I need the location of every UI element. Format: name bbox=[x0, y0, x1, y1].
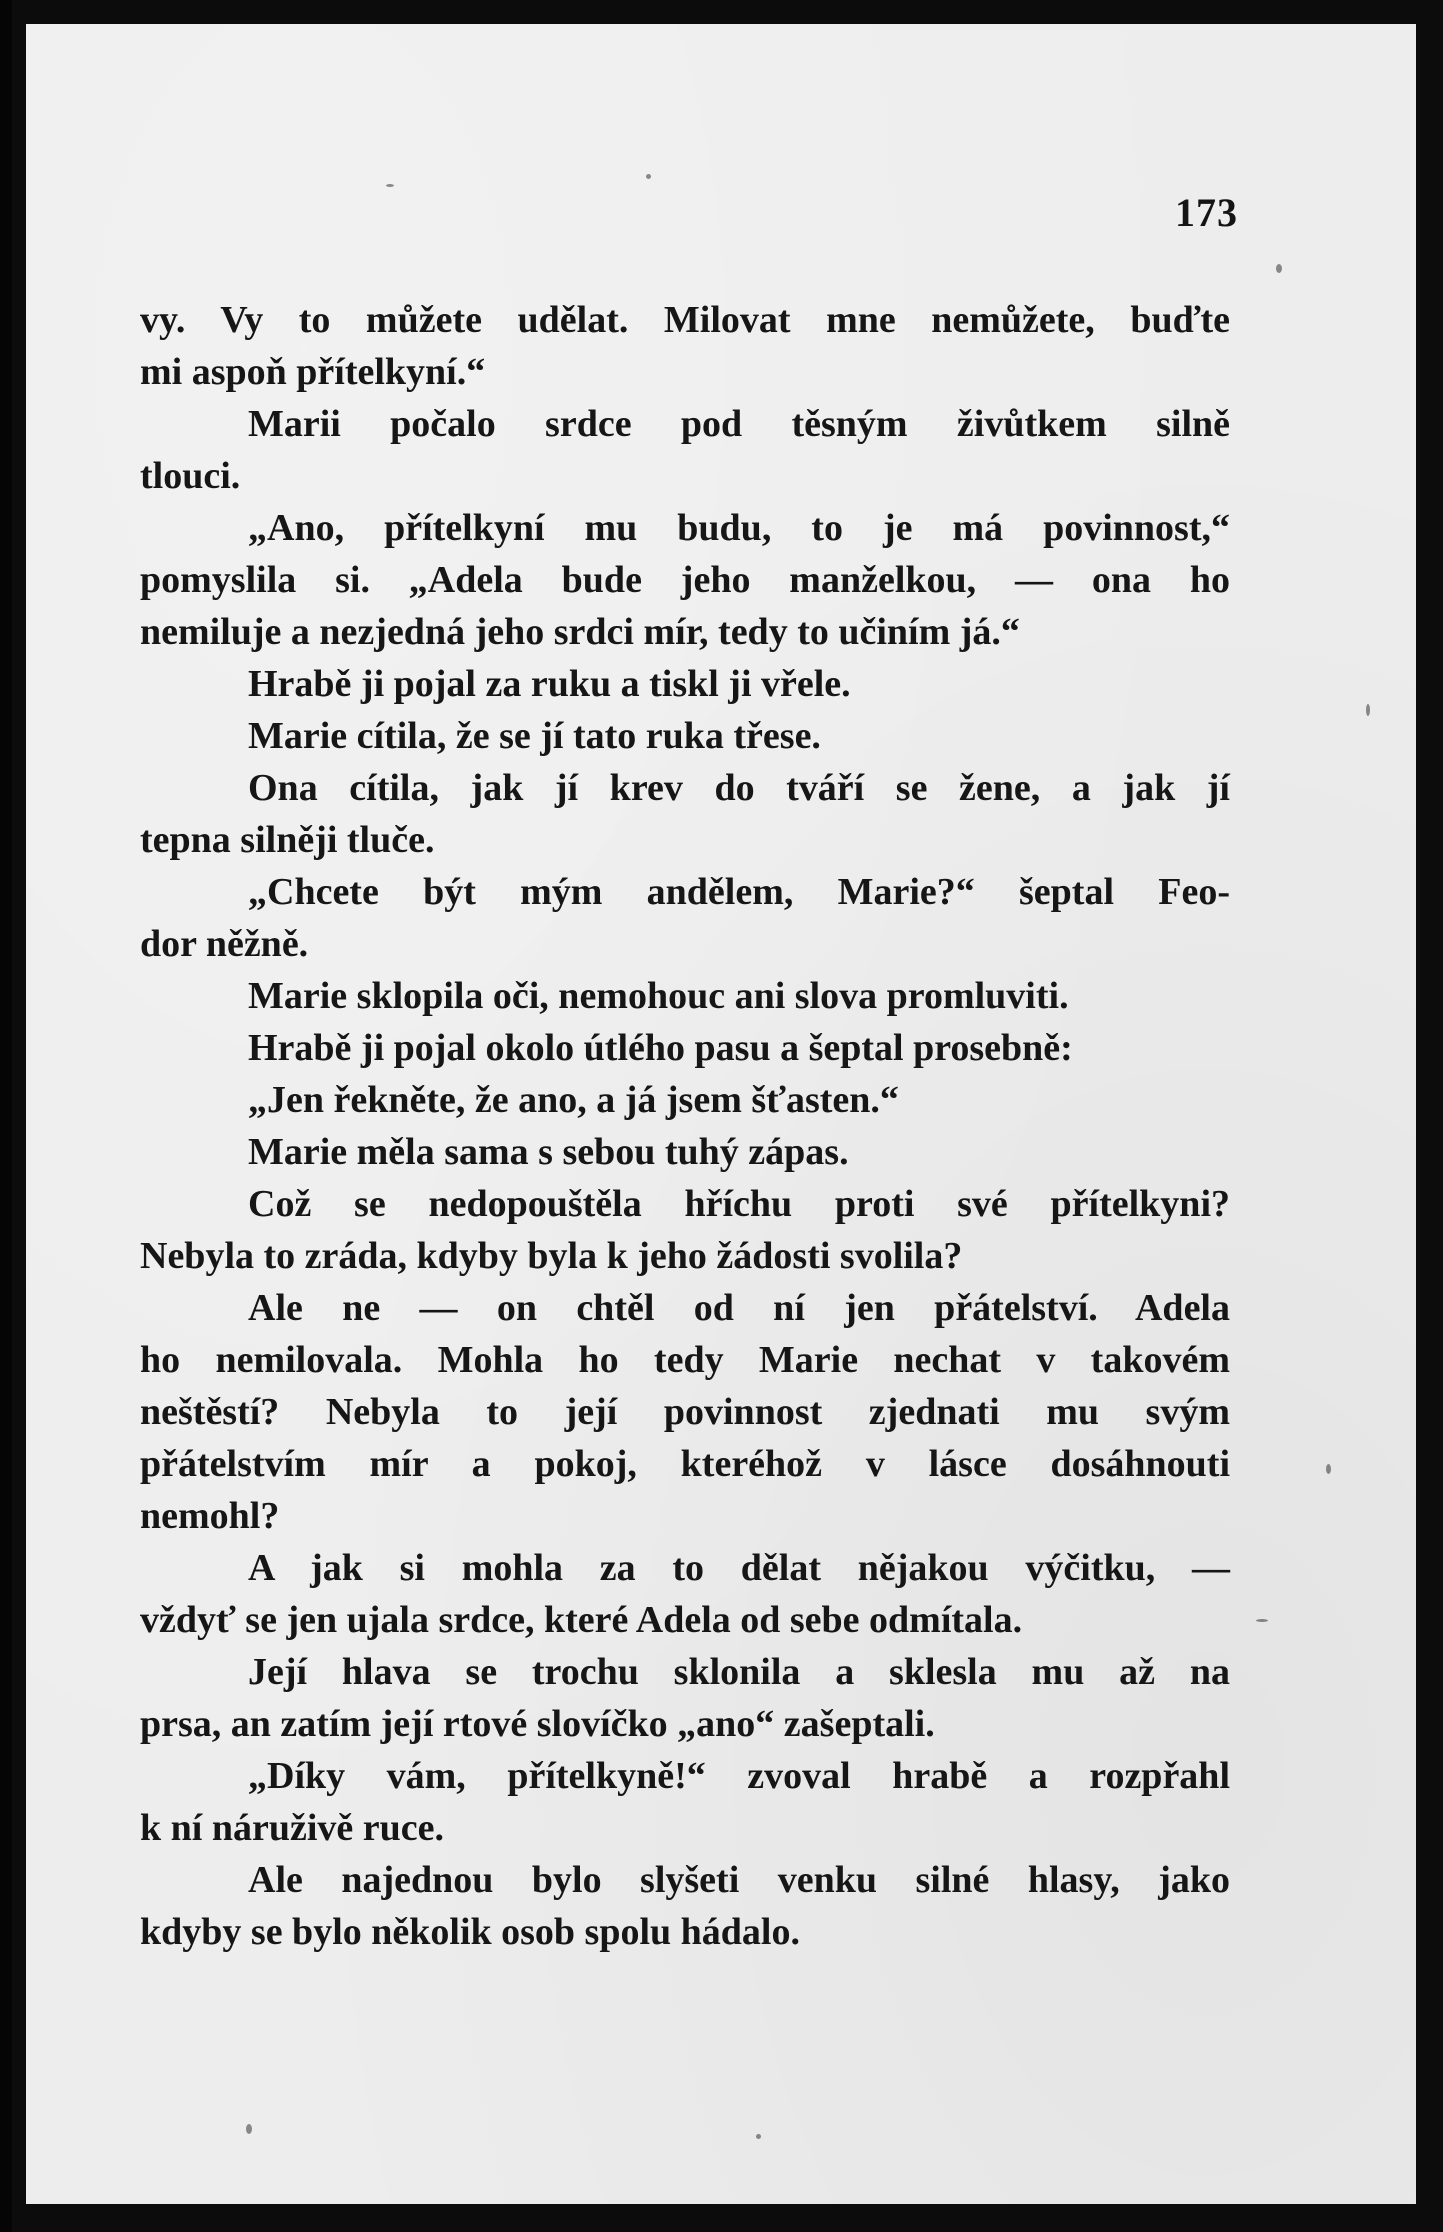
text-line: neštěstí? Nebyla to její povinnost zjednati mu svým bbox=[140, 1391, 1230, 1433]
text-line: ho nemilovala. Mohla ho tedy Marie nechat v takovém bbox=[140, 1339, 1230, 1381]
text-line: vy. Vy to můžete udělat. Milovat mne nemůžete, buďte bbox=[140, 299, 1230, 341]
paper-speck bbox=[646, 174, 651, 179]
paper-speck bbox=[386, 184, 394, 187]
text-line: Ona cítila, jak jí krev do tváří se žene, a jak jí bbox=[248, 767, 1230, 809]
text-line: Ale najednou bylo slyšeti venku silné hlasy, jako bbox=[248, 1859, 1230, 1901]
text-line: vždyť se jen ujala srdce, které Adela od sebe odmítala. bbox=[140, 1599, 1023, 1641]
text-line: kdyby se bylo několik osob spolu hádalo. bbox=[140, 1911, 800, 1953]
text-line: Marie sklopila oči, nemohouc ani slova promluviti. bbox=[248, 975, 1069, 1017]
page-number: 173 bbox=[1175, 190, 1238, 235]
paper-speck bbox=[1256, 1619, 1268, 1622]
text-line: „Díky vám, přítelkyně!“ zvoval hrabě a rozpřahl bbox=[248, 1755, 1230, 1797]
text-line: pomyslila si. „Adela bude jeho manželkou, — ona ho bbox=[140, 559, 1230, 601]
text-line: Ale ne — on chtěl od ní jen přátelství. Adela bbox=[248, 1287, 1230, 1329]
text-line: Hrabě ji pojal za ruku a tiskl ji vřele. bbox=[248, 663, 851, 705]
text-line: Nebyla to zráda, kdyby byla k jeho žádosti svolila? bbox=[140, 1235, 963, 1277]
text-line: tepna silněji tluče. bbox=[140, 819, 435, 861]
text-line: „Ano, přítelkyní mu budu, to je má povinnost,“ bbox=[248, 507, 1230, 549]
paper-speck bbox=[1276, 264, 1282, 273]
text-line: nemiluje a nezjedná jeho srdci mír, tedy to učiním já.“ bbox=[140, 611, 1020, 653]
text-line: nemohl? bbox=[140, 1495, 280, 1537]
binding-edge bbox=[0, 0, 12, 2232]
paper-speck bbox=[246, 2124, 252, 2134]
paper-speck bbox=[756, 2134, 761, 2139]
text-line: k ní náruživě ruce. bbox=[140, 1807, 444, 1849]
text-line: tlouci. bbox=[140, 455, 241, 497]
text-line: Marii počalo srdce pod těsným živůtkem silně bbox=[248, 403, 1230, 445]
text-line: Marie měla sama s sebou tuhý zápas. bbox=[248, 1131, 849, 1173]
text-line: „Chcete být mým andělem, Marie?“ šeptal Feo- bbox=[248, 871, 1230, 913]
text-line: mi aspoň přítelkyní.“ bbox=[140, 351, 486, 393]
paper-speck bbox=[1366, 704, 1370, 716]
text-line: Její hlava se trochu sklonila a sklesla mu až na bbox=[248, 1651, 1230, 1693]
text-line: prsa, an zatím její rtové slovíčko „ano“ zašeptali. bbox=[140, 1703, 935, 1745]
page-text bbox=[140, 294, 1230, 1958]
text-line: „Jen řekněte, že ano, a já jsem šťasten.“ bbox=[248, 1079, 899, 1121]
text-line: A jak si mohla za to dělat nějakou výčitku, — bbox=[248, 1547, 1230, 1589]
book-page bbox=[26, 24, 1416, 2204]
text-line: Což se nedopouštěla hříchu proti své přítelkyni? bbox=[248, 1183, 1230, 1225]
text-line: Hrabě ji pojal okolo útlého pasu a šeptal prosebně: bbox=[248, 1027, 1073, 1069]
text-line: přátelstvím mír a pokoj, kteréhož v lásce dosáhnouti bbox=[140, 1443, 1230, 1485]
text-line: dor něžně. bbox=[140, 923, 309, 965]
paper-speck bbox=[1326, 1464, 1331, 1474]
text-line: Marie cítila, že se jí tato ruka třese. bbox=[248, 715, 821, 757]
